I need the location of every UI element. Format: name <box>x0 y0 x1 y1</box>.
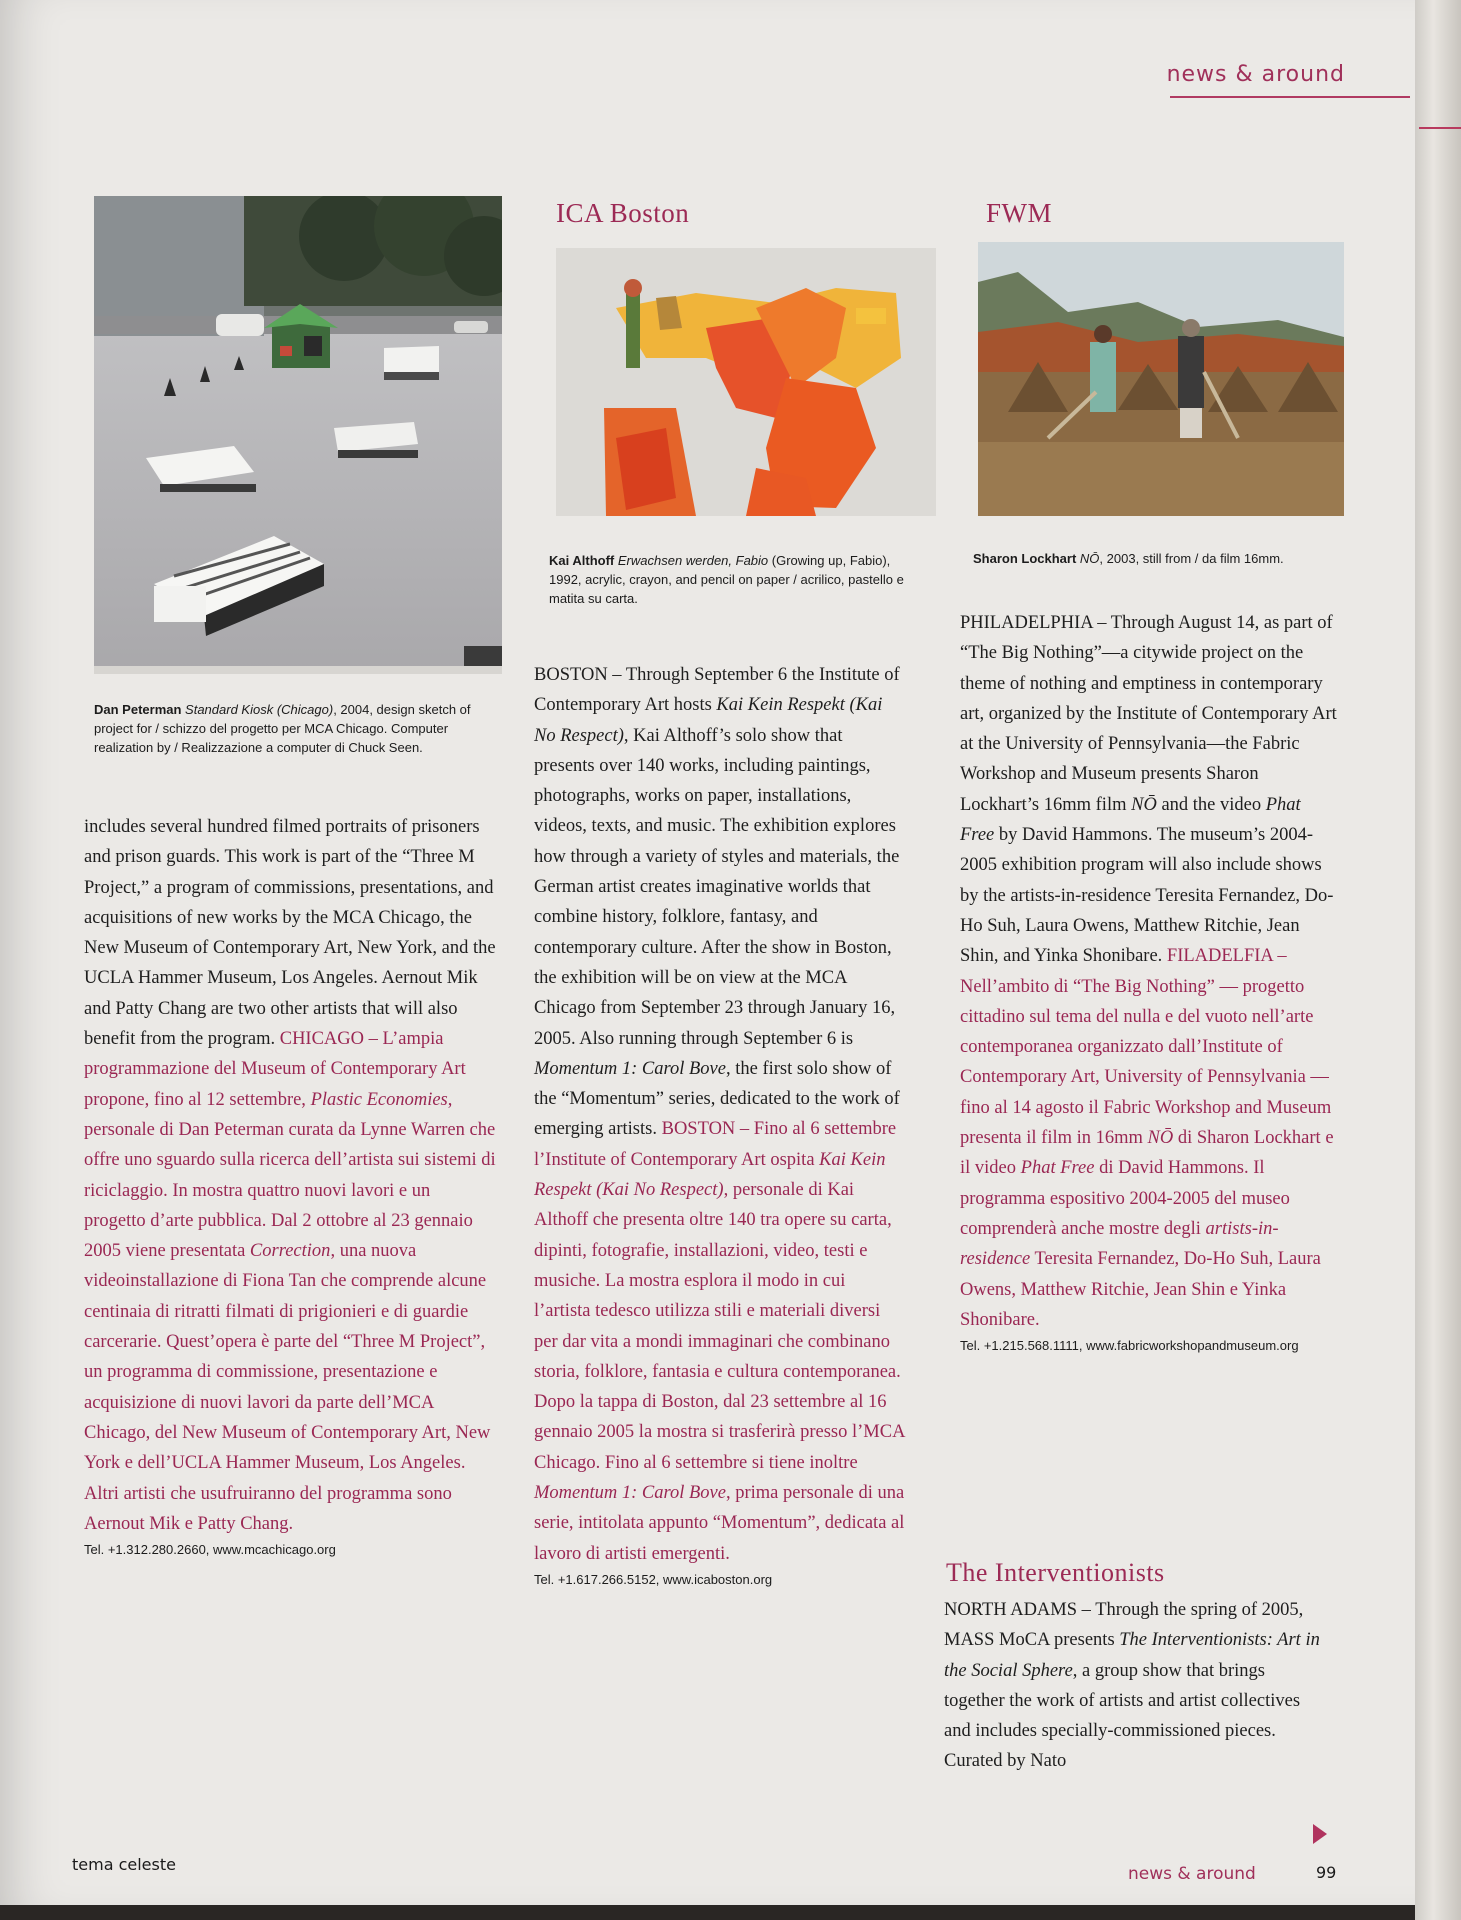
chicago-italian-part-1: CHICAGO – L’ampia programmazione del Museum of Contemporary Art propone, fino al 12 settembre, <box>84 1029 466 1110</box>
chicago-italian-title-2: Correction <box>249 1241 331 1262</box>
boston-italian-part-2: , personale di Kai Althoff che presenta oltre 140 tra opere su carta, dipinti, fotografie, installazioni, video, testi e musiche. La mostra esplora il modo in cui l’artista tedesco utilizza stili e materiali diversi per dar vita a mondi immaginari che combinano storia, folklore, fantasia e cultura contemporanea. Dopo la tappa di Boston, dal 23 settembre al 16 gennaio 2005 la mostra si trasferirà presso l’MCA Chicago. Fino al 6 settembre si tiene inoltre <box>534 1180 905 1473</box>
boston-english <box>534 665 900 1139</box>
header-rule <box>1170 96 1410 98</box>
boston-english-part-1: BOSTON – Through September 6 the Institute of Contemporary Art hosts <box>534 665 900 716</box>
chicago-italian <box>84 1029 496 1534</box>
caption-title: Erwachsen werden, Fabio <box>617 553 769 568</box>
north-adams-title: The Interventionists: Art in the Social Sphere <box>944 1630 1320 1681</box>
page-number: 99 <box>1316 1863 1337 1882</box>
philadelphia-english-title-2: Phat Free <box>960 794 1301 846</box>
interventionists-heading: The Interventionists <box>946 1558 1165 1587</box>
althoff-painting <box>556 248 936 516</box>
kiosk-photo <box>94 196 502 674</box>
althoff-caption <box>549 551 909 608</box>
boston-english-title-1: Kai Kein Respekt (Kai No Respect) <box>534 695 883 746</box>
chicago-article <box>84 812 496 1561</box>
footer-section: news & around <box>1128 1864 1256 1884</box>
magazine-name: tema celeste <box>72 1855 176 1874</box>
chicago-contact: Tel. +1.312.280.2660, www.mcachicago.org <box>84 1542 336 1558</box>
north-adams-article <box>944 1595 1326 1777</box>
philadelphia-english <box>960 613 1337 966</box>
philadelphia-italian-part-3: di David Hammons. Il programma espositivo 2004-2005 del museo comprenderà anche mostre degli <box>960 1158 1290 1239</box>
boston-italian-title-2: Momentum 1: Carol Bove <box>534 1483 726 1504</box>
caption-details: , 2003, still from / da film 16mm. <box>1099 551 1284 566</box>
philadelphia-english-title-1: NŌ <box>1131 794 1157 815</box>
caption-title: Standard Kiosk (Chicago) <box>185 702 334 717</box>
caption-details: , 2004, design sketch of project for / schizzo del progetto per MCA Chicago. Computer realization by / Realizzazione a computer di Chuck Seen. <box>94 702 471 755</box>
north-adams-part-2: , a group show that brings together the work of artists and artist collectives and includes specially-commissioned pieces. Curated by Nato <box>944 1660 1301 1772</box>
caption-artist: Dan Peterman <box>94 702 182 717</box>
philadelphia-article <box>960 608 1338 1357</box>
caption-title: NŌ <box>1079 551 1100 566</box>
fwm-heading: FWM <box>986 198 1053 228</box>
philadelphia-english-part-2: and the video <box>1156 794 1266 815</box>
philadelphia-italian-title-3: artists-in-residence <box>960 1218 1279 1270</box>
chicago-italian-part-2: , personale di Dan Peterman curata da Lynne Warren che offre uno sguardo sulla ricerca dell’artista sui sistemi di riciclaggio. In mostra quattro nuovi lavori e un progetto d’arte pubblica. Dal 2 ottobre al 23 gennaio 2005 viene presentata <box>84 1089 496 1262</box>
philadelphia-italian-title-1: NŌ <box>1147 1128 1174 1149</box>
next-page-edge <box>1415 0 1461 1920</box>
lockhart-caption <box>973 549 1353 568</box>
edge-mark <box>1419 127 1461 129</box>
caption-artist: Sharon Lockhart <box>973 551 1077 566</box>
boston-italian-part-3: , prima personale di una serie, intitolata appunto “Momentum”, dedicata al lavoro di artisti emergenti. <box>534 1483 905 1564</box>
north-adams-part-1: NORTH ADAMS – Through the spring of 2005, MASS MoCA presents <box>944 1600 1304 1651</box>
philadelphia-italian <box>960 946 1334 1330</box>
ica-boston-heading: ICA Boston <box>556 198 690 228</box>
caption-details: (Growing up, Fabio), 1992, acrylic, crayon, and pencil on paper / acrilico, pastello e matita su carta. <box>549 553 904 606</box>
philadelphia-italian-title-2: Phat Free <box>1020 1158 1095 1179</box>
boston-english-title-2: Momentum 1: Carol Bove <box>534 1058 726 1079</box>
philadelphia-italian-part-1: FILADELFIA – Nell’ambito di “The Big Nothing” — progetto cittadino sul tema del nulla e del vuoto nell’arte contemporanea organizzato dall’Institute of Contemporary Art, University of Pennsylvania — fino al 14 agosto il Fabric Workshop and Museum presenta il film in 16mm <box>960 946 1332 1149</box>
chicago-english: includes several hundred filmed portraits of prisoners and prison guards. This work is part of the “Three M Project,” a program of commissions, presentations, and acquisitions of new works by the MCA Chicago, the New Museum of Contemporary Art, New York, and the UCLA Hammer Museum, Los Angeles. Aernout Mik and Patty Chang are two other artists that will also benefit from the program. <box>84 817 496 1050</box>
chicago-italian-title-1: Plastic Economies <box>310 1089 448 1110</box>
philadelphia-italian-part-4: Teresita Fernandez, Do-Ho Suh, Laura Owens, Matthew Ritchie, Jean Shin e Yinka Shonibare. <box>960 1249 1321 1330</box>
boston-italian-part-1: BOSTON – Fino al 6 settembre l’Institute of Contemporary Art ospita <box>534 1119 897 1170</box>
boston-english-part-2: , Kai Althoff’s solo show that presents over 140 works, including paintings, photographs, works on paper, installations, videos, texts, and music. The exhibition explores how through a variety of styles and materials, the German artist creates imaginative worlds that combine history, folklore, fantasy, and contemporary culture. After the show in Boston, the exhibition will be on view at the MCA Chicago from September 23 through January 16, 2005. Also running through September 6 is <box>534 725 900 1049</box>
caption-artist: Kai Althoff <box>549 553 615 568</box>
section-header: news & around <box>1166 62 1345 87</box>
boston-italian-title-1: Kai Kein Respekt (Kai No Respect) <box>534 1149 886 1201</box>
philadelphia-contact: Tel. +1.215.568.1111, www.fabricworkshopandmuseum.org <box>960 1338 1299 1354</box>
lockhart-film-still <box>978 242 1344 516</box>
boston-english-part-3: , the first solo show of the “Momentum” series, dedicated to the work of emerging artists. <box>534 1058 900 1140</box>
philadelphia-english-part-3: by David Hammons. The museum’s 2004-2005 exhibition program will also include shows by the artists-in-residence Teresita Fernandez, Do-Ho Suh, Laura Owens, Matthew Ritchie, Jean Shin, and Yinka Shonibare. <box>960 825 1334 967</box>
boston-article <box>534 660 906 1591</box>
kiosk-caption <box>94 700 494 757</box>
arrow-right-icon <box>1313 1824 1327 1844</box>
boston-contact: Tel. +1.617.266.5152, www.icaboston.org <box>534 1571 773 1587</box>
boston-italian <box>534 1119 904 1563</box>
philadelphia-italian-part-2: di Sharon Lockhart e il video <box>960 1128 1334 1179</box>
philadelphia-english-part-1: PHILADELPHIA – Through August 14, as part of “The Big Nothing”—a citywide project on the theme of nothing and emptiness in contemporary art, organized by the Institute of Contemporary Art at the University of Pennsylvania—the Fabric Workshop and Museum presents Sharon Lockhart’s 16mm film <box>960 613 1337 815</box>
chicago-italian-part-3: , una nuova videoinstallazione di Fiona Tan che comprende alcune centinaia di ritratti filmati di prigionieri e di guardie carcerarie. Quest’opera è parte del “Three M Project”, un programma di commissione, presentazione e acquisizione di nuovi lavori da parte dell’MCA Chicago, del New Museum of Contemporary Art, New York e dell’UCLA Hammer Museum, Los Angeles. Altri artisti che usufruiranno del programma sono Aernout Mik e Patty Chang. <box>84 1241 491 1534</box>
